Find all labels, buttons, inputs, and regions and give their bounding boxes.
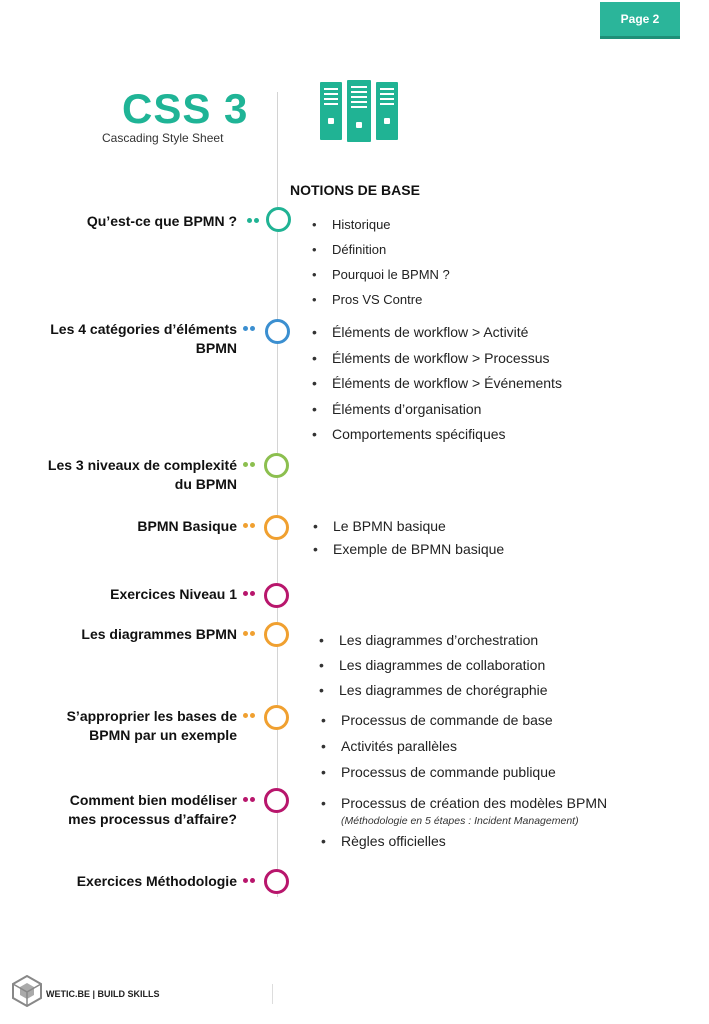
timeline-node [264,869,289,894]
list-item: • Pros VS Contre [312,287,450,312]
topic-label: Qu’est-ce que BPMN ? [86,213,237,229]
topic-label-line: BPMN [195,340,237,356]
topic-label: Exercices Méthodologie [76,873,237,889]
topic-bullets [319,628,548,703]
topic-label-line: Les 4 catégories d’éléments [50,321,237,337]
timeline-node [264,622,289,647]
topic-label-line: Les 3 niveaux de complexité [47,457,237,473]
connector-dots [243,591,255,596]
timeline-node [264,453,289,478]
list-item: • Pourquoi le BPMN ? [312,262,450,287]
topic-label-line: S’approprier les bases de [66,708,237,724]
list-item: • Les diagrammes d’orchestration [319,628,548,653]
topic-bullets [321,707,556,785]
topic-bullets [313,515,504,561]
brand-title: CSS 3 [122,85,249,132]
footer-divider [272,984,273,1004]
list-item: • Processus de commande de base [321,707,556,733]
connector-dots [243,326,255,331]
topic-bullets [312,212,450,312]
list-item: • Éléments de workflow > Processus [312,346,562,372]
list-item: • Exemple de BPMN basique [313,538,504,561]
timeline-node [264,583,289,608]
brand-subtitle: Cascading Style Sheet [102,131,224,145]
connector-dots [243,713,255,718]
page-badge [600,2,680,39]
list-item: • Historique [312,212,450,237]
section-title: NOTIONS DE BASE [290,182,420,198]
timeline-node [265,319,290,344]
list-item: • Les diagrammes de chorégraphie [319,678,548,703]
topic-label-line: Comment bien modéliser [69,792,237,808]
topic-label: Exercices Niveau 1 [110,586,237,602]
page-label: Page [620,12,650,26]
topic-label [50,320,237,358]
topic-label [48,456,237,494]
connector-dots [243,878,255,883]
timeline-node [266,207,291,232]
footer-text: WETIC.BE | BUILD SKILLS [46,989,160,999]
list-item: • Comportements spécifiques [312,422,562,448]
topic-label: BPMN Basique [137,518,237,534]
timeline-node [264,788,289,813]
list-item: • Éléments d’organisation [312,397,562,423]
list-item: • Règles officielles [321,832,607,850]
topic-label: Les diagrammes BPMN [81,626,237,642]
note-text: (Méthodologie en 5 étapes : Incident Management) [341,815,579,827]
topic-label [67,707,237,745]
list-item: • Activités parallèles [321,733,556,759]
list-item: • Définition [312,237,450,262]
list-item: • Éléments de workflow > Activité [312,320,562,346]
page-number: 2 [652,12,660,26]
wetic-logo-icon [12,975,42,1007]
topic-bullets [312,320,562,448]
connector-dots [243,631,255,636]
list-item: • Processus de commande publique [321,759,556,785]
list-item: • Les diagrammes de collaboration [319,653,548,678]
list-item: • Le BPMN basique [313,515,504,538]
server-icon [318,80,400,144]
connector-dots [247,218,259,223]
topic-label-line: du BPMN [174,476,237,492]
topic-label-line: mes processus d’affaire? [68,811,237,827]
connector-dots [243,523,255,528]
list-item: • Processus de création des modèles BPMN [321,794,607,812]
connector-dots [243,462,255,467]
list-item: • Éléments de workflow > Événements [312,371,562,397]
topic-label [68,791,237,829]
connector-dots [243,797,255,802]
timeline-node [264,515,289,540]
timeline-node [264,705,289,730]
topic-label-line: BPMN par un exemple [89,727,237,743]
